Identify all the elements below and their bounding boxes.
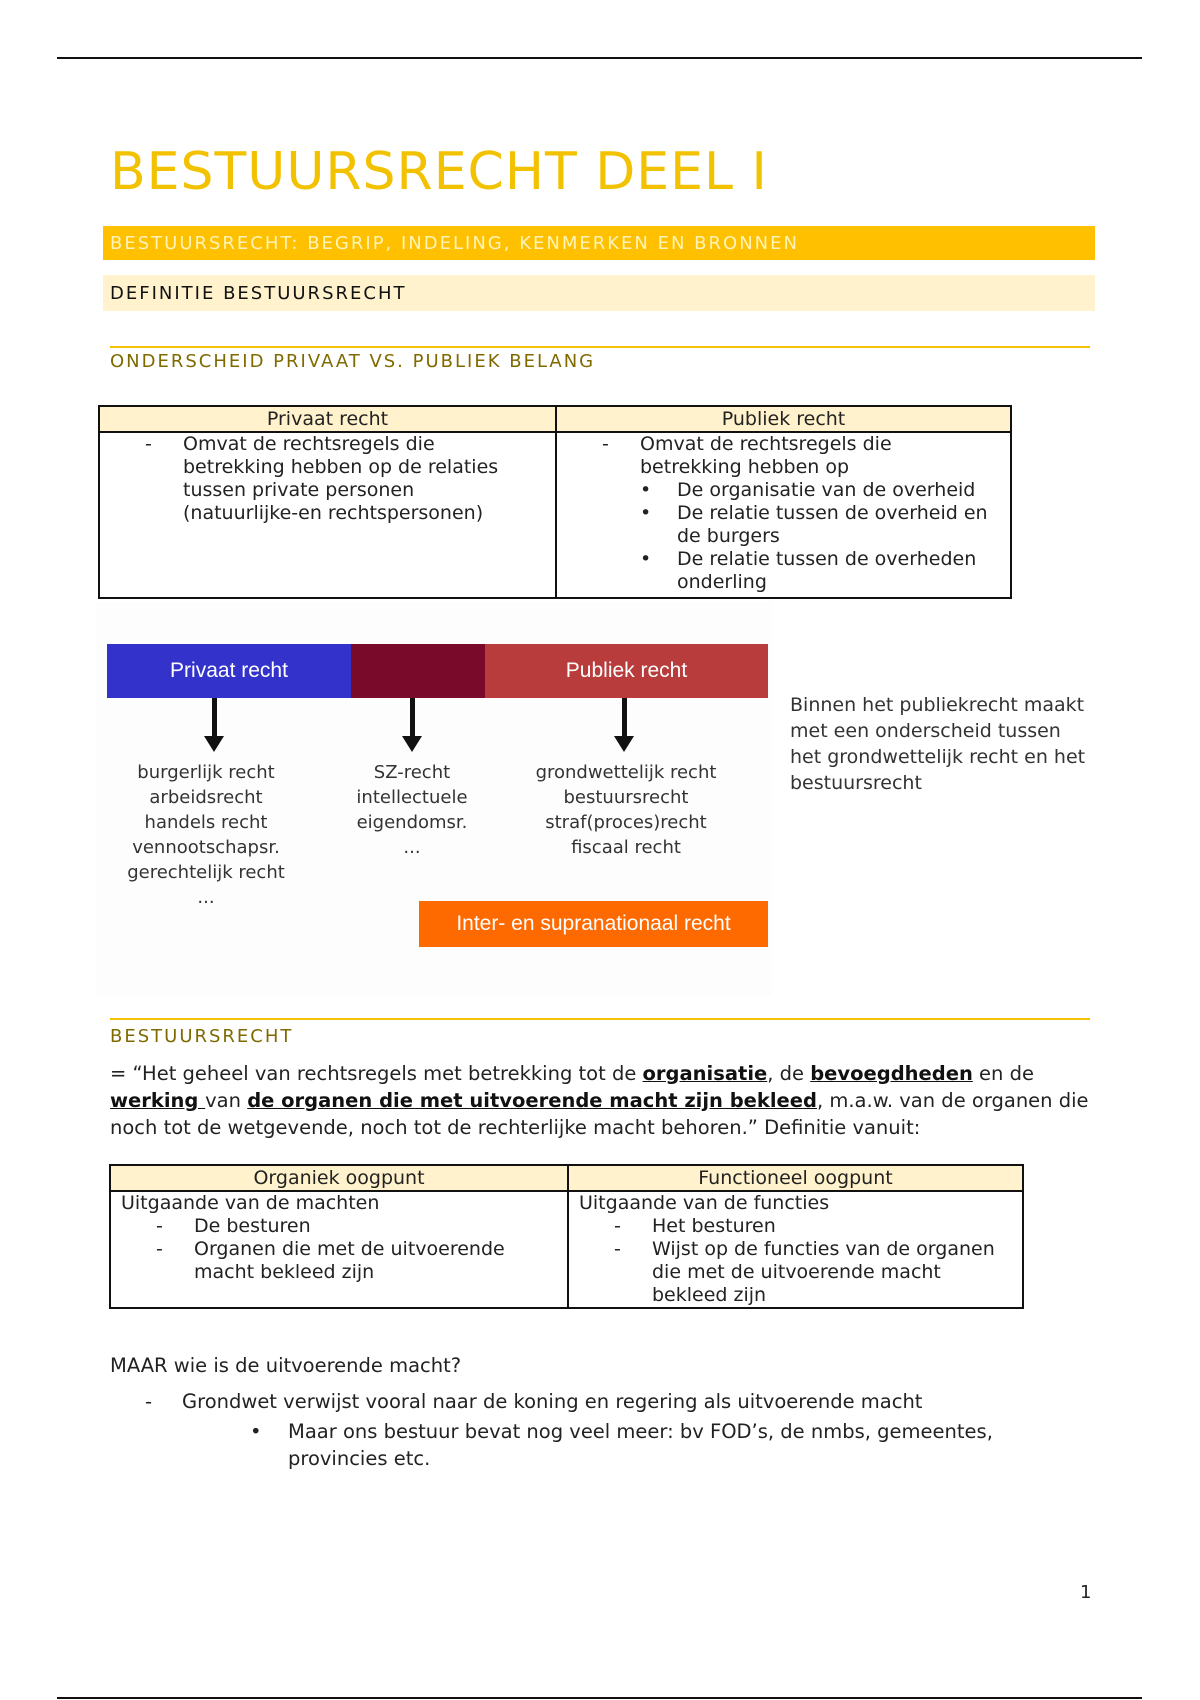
dash-marker: - — [614, 1215, 621, 1237]
heading-3a-rule — [110, 346, 1090, 348]
list-item: - De besturen — [156, 1215, 311, 1237]
heading-3a: ONDERSCHEID PRIVAAT VS. PUBLIEK BELANG — [110, 351, 596, 372]
arrow-down-icon — [212, 698, 217, 740]
emphasis-organisatie: organisatie — [642, 1062, 768, 1085]
heading-1-bar — [103, 226, 1095, 260]
privaat-recht-list: burgerlijk recht arbeidsrecht handels recht vennootschapsr. gerechtelijk recht ... — [127, 762, 285, 908]
list-item: - Wijst op de functies van de organen die met de uitvoerende macht bekleed zijn — [614, 1238, 995, 1306]
table2-header-organiek: Organiek oogpunt — [110, 1165, 568, 1191]
emphasis-bevoegdheden: bevoegdheden — [810, 1062, 973, 1085]
arrowhead-icon — [402, 736, 422, 752]
diagram-side-note: Binnen het publiekrecht maakt met een onderscheid tussen het grondwettelijk recht en het bestuursrecht — [790, 694, 1086, 794]
heading-3b: BESTUURSRECHT — [110, 1026, 294, 1047]
segment-publiek-recht: Publiek recht — [485, 644, 768, 698]
privaat-publiek-table — [98, 405, 1012, 599]
emphasis-organen: de organen die met uitvoerende macht zijn bekleed — [247, 1089, 817, 1112]
dash-marker: - — [145, 1390, 153, 1413]
page-number: 1 — [1080, 1582, 1092, 1603]
arrowhead-icon — [614, 736, 634, 752]
table2-cell-functioneel: Uitgaande van de functies - Het besturen - Wijst op de functies van de organen die met de uitvoerende macht bekleed zijn — [568, 1191, 1023, 1308]
table1-cell-privaat — [99, 432, 556, 598]
footer-rule — [57, 1697, 1142, 1699]
dash-marker: - — [156, 1238, 163, 1260]
oogpunt-table — [109, 1164, 1024, 1309]
dash-marker: - — [156, 1215, 163, 1237]
list-item: - Het besturen — [614, 1215, 776, 1237]
publiek-recht-list: grondwettelijk recht bestuursrecht straf(proces)recht fiscaal recht — [535, 762, 717, 858]
segment-mixed — [351, 644, 485, 698]
definition-paragraph: = “Het geheel van rechtsregels met betrekking tot de organisatie, de bevoegdheden en de werking van de organen die met uitvoerende macht zijn bekleed, m.a.w. van de organen die noch tot de wetgevende, noch tot de rechterlijke macht behoren.” Definitie vanuit: — [110, 1062, 1089, 1139]
list-item: - Grondwet verwijst vooral naar de koning en regering als uitvoerende macht — [145, 1390, 923, 1413]
list-item: • De relatie tussen de overheid en de burgers — [640, 502, 988, 547]
table1-publiek-text: Omvat de rechtsregels die betrekking hebben op — [640, 433, 892, 478]
dash-marker: - — [145, 433, 152, 455]
bullet-marker: • — [640, 479, 652, 501]
arrow-down-icon — [410, 698, 415, 740]
list-item: • De organisatie van de overheid — [640, 479, 976, 501]
question-line: MAAR wie is de uitvoerende macht? — [110, 1354, 462, 1377]
heading-2: DEFINITIE BESTUURSRECHT — [110, 283, 407, 304]
bullet-marker: • — [640, 502, 652, 524]
table1-privaat-text: Omvat de rechtsregels die betrekking hebben op de relaties tussen private personen (natuurlijke-en rechtspersonen) — [183, 433, 499, 524]
list-item: • Maar ons bestuur bevat nog veel meer: bv FOD’s, de nmbs, gemeentes, provincies etc. — [250, 1420, 993, 1470]
mixed-recht-list: SZ-recht intellectuele eigendomsr. ... — [356, 762, 468, 858]
dash-marker: - — [614, 1238, 621, 1260]
list-item: - Organen die met de uitvoerende macht bekleed zijn — [156, 1238, 505, 1283]
inter-supranationaal-box: Inter- en supranationaal recht — [419, 901, 768, 947]
emphasis-werking: werking — [110, 1089, 206, 1112]
table1-cell-publiek — [556, 432, 1011, 598]
bullet-marker: • — [250, 1420, 262, 1443]
arrowhead-icon — [204, 736, 224, 752]
document-title: BESTUURSRECHT DEEL I — [110, 142, 768, 202]
arrow-down-icon — [622, 698, 627, 740]
heading-3b-rule — [110, 1018, 1090, 1020]
table2-header-functioneel: Functioneel oogpunt — [568, 1165, 1023, 1191]
header-rule — [57, 57, 1142, 59]
bullet-marker: • — [640, 548, 652, 570]
table1-header-privaat: Privaat recht — [99, 406, 556, 432]
heading-1: BESTUURSRECHT: BEGRIP, INDELING, KENMERKEN EN BRONNEN — [110, 233, 799, 254]
list-item: • De relatie tussen de overheden onderling — [640, 548, 977, 593]
segment-privaat-recht: Privaat recht — [107, 644, 351, 698]
dash-marker: - — [602, 433, 609, 455]
law-classification-diagram — [96, 602, 772, 995]
table1-header-publiek: Publiek recht — [556, 406, 1011, 432]
heading-2-bar — [103, 275, 1095, 311]
table2-cell-organiek: Uitgaande van de machten - De besturen - Organen die met de uitvoerende macht bekleed zijn — [110, 1191, 568, 1308]
